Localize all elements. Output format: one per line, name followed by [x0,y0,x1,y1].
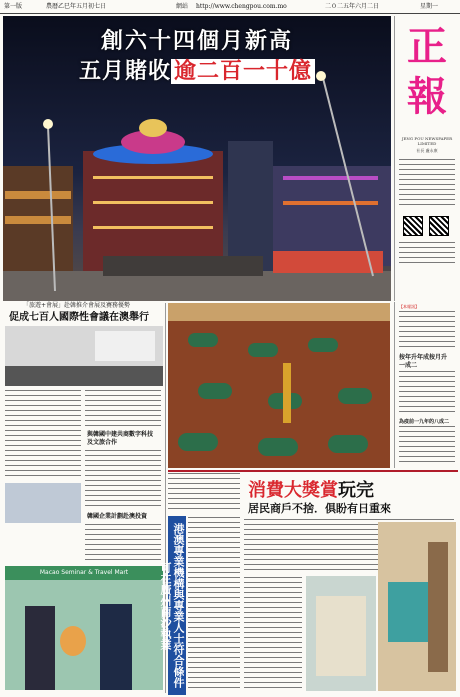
mascot-figure [60,626,86,656]
lunar-date: 農曆乙巳年五月初七日 [46,3,107,10]
person-left [25,606,55,690]
bottom-story [159,470,458,697]
masthead [394,16,459,301]
left-text-col2 [85,389,161,429]
right-text-3 [399,425,455,465]
right-side-head-2: 按月升 [429,354,448,361]
issue-date: 二０二五年六月二日 [325,3,380,10]
headline-line-2 [3,54,391,85]
headline-line-2a: 五月賭收 [78,59,171,84]
right-side-head-3: 一成二 [399,362,418,369]
right-side-head-4: 為疫前一九年的八成二 [399,419,450,425]
masthead-english: JENG POU NEWSPAPER LIMITED [401,136,453,146]
bottom-headline-b: 玩完 [338,480,374,501]
bottom-subhead: 居民商戶不捨．俱盼有日重來 [248,502,391,515]
bottom-vertical-headline: 港澳專業機構與專業人士符合條件可在廣州南沙執業 [168,516,186,695]
page-number: 第一版 [4,3,23,10]
right-column-story [394,302,459,468]
right-text-2 [399,370,455,415]
qr-code-1-icon[interactable] [403,216,423,236]
right-text-1 [399,310,455,350]
bottom-headline-a: 消費大獎賞 [248,480,338,501]
headline-line-1: 創六十四個月新高 [100,29,293,54]
left-kicker: 「旅遊+會展」赴韓推介會展及賽務優勢 [23,302,131,309]
travel-mart-banner: Macao Seminar & Travel Mart [5,566,163,580]
travel-mart-photo [5,566,163,690]
masthead-contact-block [399,158,455,208]
shop-photo [378,522,456,691]
page-topbar [0,0,460,14]
gaming-floor-illustration [168,303,390,468]
bottom-text-col [244,576,302,691]
store-shelf [316,596,366,676]
masthead-tagline: 社長 盧永康 [416,148,438,153]
masthead-footnote [399,241,455,263]
masthead-char-2: 報 [407,73,447,120]
hero-photo [3,16,391,301]
left-headline: 促成七百人國際性會議在澳舉行 [9,312,149,323]
left-subhead-2: 及文旅合作 [87,439,118,446]
left-text-col4 [85,523,161,563]
gaming-floor-photo [168,303,390,468]
meeting-photo [5,483,81,523]
conference-illustration [5,326,163,386]
website-url[interactable]: http://www.chengpou.com.mo [196,3,287,10]
store-photo [306,576,376,691]
lead-tag: 【本報訊】 [399,304,419,309]
weekday: 星期一 [420,3,439,10]
bottom-headline [248,476,374,502]
masthead-char-1: 正 [407,23,447,70]
website-label: 網站 [176,3,189,10]
left-subhead-3: 韓國企業計劃赴澳投資 [87,513,148,520]
shop-door [428,542,448,672]
bottom-left-text [188,516,240,691]
person-right [100,604,132,690]
right-side-head-1: 按年升年成 [399,354,430,361]
qr-code-2-icon[interactable] [429,216,449,236]
left-story [3,303,166,693]
left-text-col1 [5,389,81,479]
left-subhead-1: 與韓國中建共商數字科技 [87,431,154,438]
shop-sign [388,582,428,642]
left-text-col3 [85,449,161,509]
conference-photo [5,326,163,386]
bottom-left-text-top [168,472,240,512]
headline-line-2b: 逾二百一十億 [171,59,315,84]
